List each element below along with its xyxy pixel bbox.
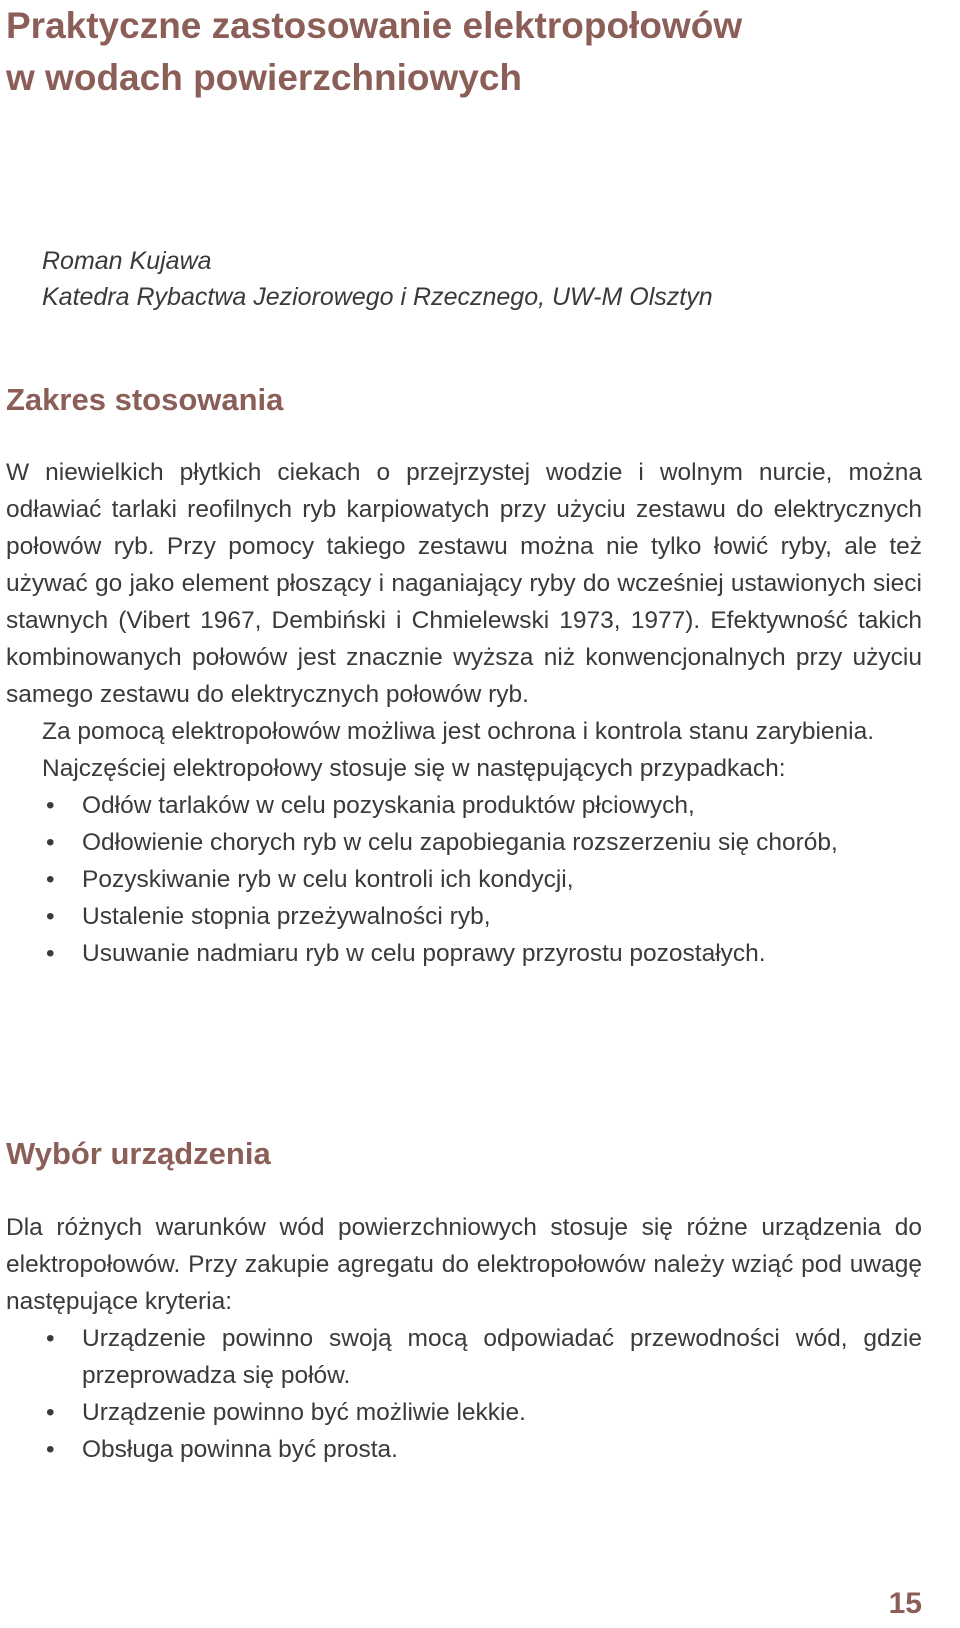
bullet-icon: • (46, 1325, 55, 1352)
author-name: Roman Kujawa (42, 247, 212, 275)
bullet-icon: • (46, 1399, 55, 1426)
author-affiliation: Katedra Rybactwa Jeziorowego i Rzecznego, UW-M Olsztyn (42, 283, 713, 311)
bullet-icon: • (46, 792, 55, 819)
bullet-icon: • (46, 903, 55, 930)
section-heading-device-choice: Wybór urządzenia (6, 1136, 271, 1171)
list-item (6, 1394, 922, 1431)
list-item-text: Urządzenie powinno być możliwie lekkie. (82, 1399, 526, 1426)
page-title-line-1: Praktyczne zastosowanie elektropołowów (6, 5, 743, 46)
list-item-text: Ustalenie stopnia przeżywalności ryb, (82, 903, 491, 930)
paragraph-cases-intro: Najczęściej elektropołowy stosuje się w następujących przypadkach: (42, 755, 786, 782)
section-heading-scope: Zakres stosowania (6, 382, 284, 417)
section-body-scope (6, 454, 922, 972)
list-item (6, 824, 922, 861)
author-block (42, 243, 922, 315)
paragraph-protection: Za pomocą elektropołowów możliwa jest ochrona i kontrola stanu zarybienia. (42, 718, 875, 745)
paragraph-intro: W niewielkich płytkich ciekach o przejrzystej wodzie i wolnym nurcie, można odławiać tarlaki reofilnych ryb karpiowatych przy użyciu zestawu do elektrycznych połowów ryb. Przy pomocy takiego zestawu można nie tylko łowić ryby, ale też używać go jako element płoszący i naganiający ryby do wcześniej ustawionych sieci stawnych (Vibert 1967, Dembiński i Chmielewski 1973, 1977). Efektywność takich kombinowanych połowów jest znacznie wyższa niż konwencjonalnych przy użyciu samego zestawu do elektrycznych połowów ryb. (6, 459, 922, 708)
list-item (6, 1320, 922, 1394)
list-item (6, 861, 922, 898)
list-item (6, 935, 922, 972)
bullet-list-criteria (6, 1320, 922, 1468)
bullet-icon: • (46, 1436, 55, 1463)
list-item (6, 898, 922, 935)
bullet-icon: • (46, 940, 55, 967)
list-item-text: Urządzenie powinno swoją mocą odpowiadać przewodności wód, gdzie przeprowadza się połów. (82, 1325, 922, 1389)
bullet-list-use-cases (6, 787, 922, 972)
bullet-icon: • (46, 866, 55, 893)
section-body-device-choice (6, 1209, 922, 1468)
list-item (6, 787, 922, 824)
list-item-text: Pozyskiwanie ryb w celu kontroli ich kondycji, (82, 866, 574, 893)
page-title-line-2: w wodach powierzchniowych (6, 57, 523, 98)
list-item-text: Usuwanie nadmiaru ryb w celu poprawy przyrostu pozostałych. (82, 940, 766, 967)
list-item-text: Odłowienie chorych ryb w celu zapobiegania rozszerzeniu się chorób, (82, 829, 838, 856)
list-item-text: Obsługa powinna być prosta. (82, 1436, 398, 1463)
paragraph-criteria-intro: Dla różnych warunków wód powierzchniowych stosuje się różne urządzenia do elektropołowów. Przy zakupie agregatu do elektropołowów należy wziąć pod uwagę następujące kryteria: (6, 1214, 922, 1315)
list-item (6, 1431, 922, 1468)
list-item-text: Odłów tarlaków w celu pozyskania produktów płciowych, (82, 792, 695, 819)
page-number: 15 (888, 1587, 922, 1620)
page-title (6, 0, 946, 104)
bullet-icon: • (46, 829, 55, 856)
